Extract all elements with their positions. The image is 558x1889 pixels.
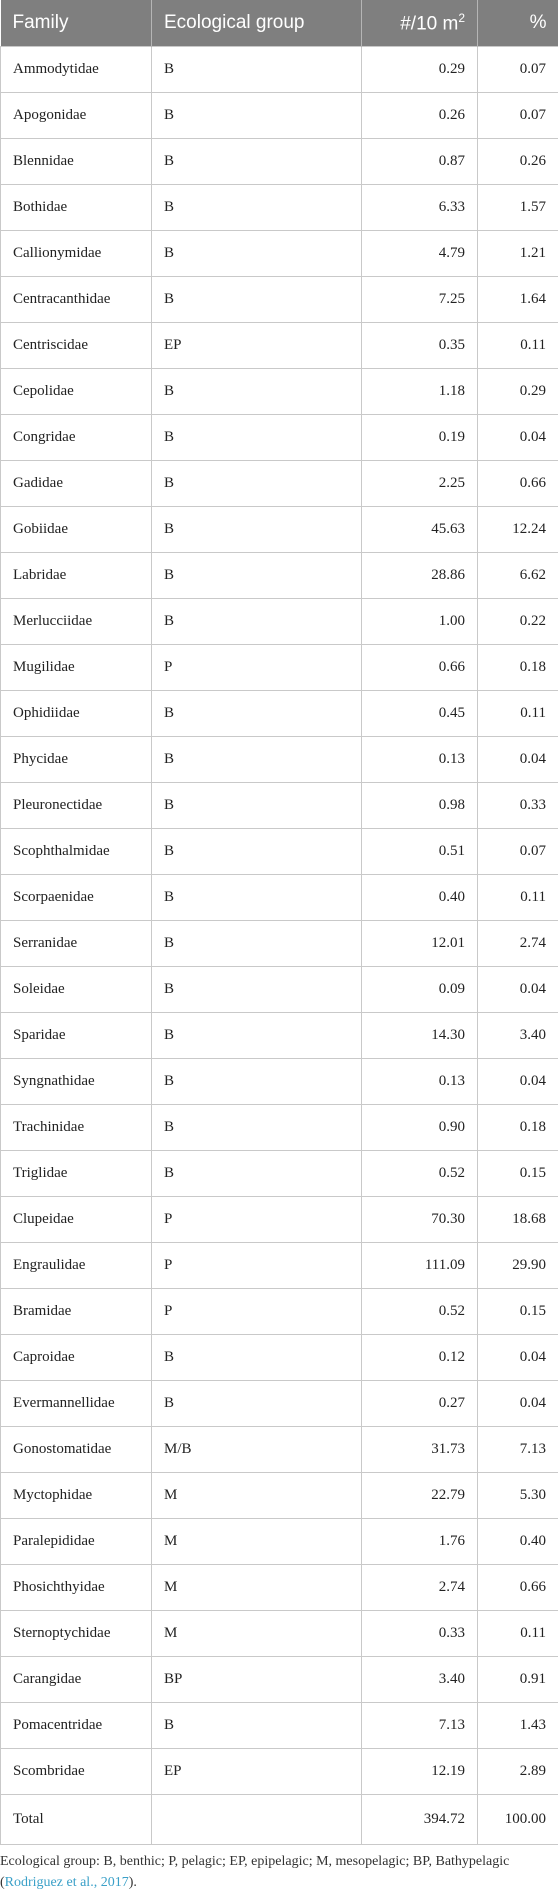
percent-cell: 0.66 [478, 460, 558, 506]
percent-cell: 0.91 [478, 1656, 558, 1702]
ecological-group-cell: B [152, 506, 362, 552]
family-cell: Labridae [1, 552, 152, 598]
family-cell: Paralepididae [1, 1518, 152, 1564]
family-cell: Carangidae [1, 1656, 152, 1702]
family-cell: Scombridae [1, 1748, 152, 1794]
family-cell: Gobiidae [1, 506, 152, 552]
header-ecological-group: Ecological group [152, 0, 362, 46]
table-row [1, 506, 558, 552]
table-row [1, 1242, 558, 1288]
table-row [1, 414, 558, 460]
table-row [1, 1748, 558, 1794]
table-row [1, 598, 558, 644]
percent-cell: 7.13 [478, 1426, 558, 1472]
ecological-group-cell: B [152, 368, 362, 414]
percent-cell: 0.04 [478, 1334, 558, 1380]
table-row [1, 1702, 558, 1748]
density-cell: 6.33 [362, 184, 478, 230]
header-density [362, 0, 478, 46]
percent-cell: 0.11 [478, 874, 558, 920]
ecological-group-cell: B [152, 690, 362, 736]
family-cell: Pomacentridae [1, 1702, 152, 1748]
density-cell: 0.45 [362, 690, 478, 736]
ecological-group-cell: B [152, 184, 362, 230]
density-cell: 0.33 [362, 1610, 478, 1656]
density-cell: 12.19 [362, 1748, 478, 1794]
ecological-group-cell: P [152, 1242, 362, 1288]
table-row [1, 460, 558, 506]
table-footnote [0, 1845, 558, 1889]
table-row [1, 736, 558, 782]
percent-cell: 1.57 [478, 184, 558, 230]
density-cell: 7.13 [362, 1702, 478, 1748]
ecological-group-cell: B [152, 966, 362, 1012]
family-cell: Apogonidae [1, 92, 152, 138]
total-density: 394.72 [362, 1794, 478, 1844]
percent-cell: 0.33 [478, 782, 558, 828]
percent-cell: 1.21 [478, 230, 558, 276]
family-cell: Blennidae [1, 138, 152, 184]
table-row [1, 1610, 558, 1656]
ecological-group-cell: B [152, 1702, 362, 1748]
family-cell: Centriscidae [1, 322, 152, 368]
ecological-group-cell: B [152, 1012, 362, 1058]
table-body [1, 46, 558, 1844]
table-row [1, 828, 558, 874]
percent-cell: 2.89 [478, 1748, 558, 1794]
family-cell: Sparidae [1, 1012, 152, 1058]
table-row [1, 552, 558, 598]
density-cell: 0.66 [362, 644, 478, 690]
family-cell: Triglidae [1, 1150, 152, 1196]
family-cell: Scorpaenidae [1, 874, 152, 920]
table-row [1, 966, 558, 1012]
density-cell: 1.18 [362, 368, 478, 414]
family-cell: Phosichthyidae [1, 1564, 152, 1610]
percent-cell: 0.04 [478, 414, 558, 460]
density-cell: 1.76 [362, 1518, 478, 1564]
density-cell: 0.52 [362, 1288, 478, 1334]
ecological-group-cell: B [152, 736, 362, 782]
table-row [1, 1426, 558, 1472]
table-row [1, 1150, 558, 1196]
family-cell: Bramidae [1, 1288, 152, 1334]
header-row [1, 0, 558, 46]
ecological-group-cell: M [152, 1564, 362, 1610]
table-row [1, 1288, 558, 1334]
ecological-group-cell: B [152, 1104, 362, 1150]
table-row [1, 920, 558, 966]
density-cell: 0.87 [362, 138, 478, 184]
percent-cell: 12.24 [478, 506, 558, 552]
density-cell: 0.51 [362, 828, 478, 874]
density-cell: 14.30 [362, 1012, 478, 1058]
family-cell: Phycidae [1, 736, 152, 782]
family-cell: Callionymidae [1, 230, 152, 276]
ecological-group-cell: B [152, 828, 362, 874]
percent-cell: 0.66 [478, 1564, 558, 1610]
footnote-text: Ecological group: B, benthic; P, pelagic; EP, epipelagic; M, mesopelagic; BP, Bathypelagic ( [0, 1853, 510, 1889]
ecological-group-cell: M [152, 1472, 362, 1518]
family-cell: Cepolidae [1, 368, 152, 414]
ecological-group-cell: B [152, 414, 362, 460]
total-row [1, 1794, 558, 1844]
density-cell: 28.86 [362, 552, 478, 598]
family-cell: Serranidae [1, 920, 152, 966]
density-cell: 0.13 [362, 1058, 478, 1104]
density-cell: 4.79 [362, 230, 478, 276]
table-header [1, 0, 558, 46]
ecological-group-cell: B [152, 1058, 362, 1104]
family-cell: Gadidae [1, 460, 152, 506]
density-cell: 0.13 [362, 736, 478, 782]
ecological-group-cell: B [152, 920, 362, 966]
density-cell: 0.90 [362, 1104, 478, 1150]
percent-cell: 0.26 [478, 138, 558, 184]
percent-cell: 0.07 [478, 92, 558, 138]
table-row [1, 1564, 558, 1610]
percent-cell: 0.04 [478, 1380, 558, 1426]
ecological-group-cell: M/B [152, 1426, 362, 1472]
percent-cell: 5.30 [478, 1472, 558, 1518]
table-row [1, 1058, 558, 1104]
table-row [1, 92, 558, 138]
density-cell: 111.09 [362, 1242, 478, 1288]
citation-link[interactable]: Rodriguez et al., 2017 [4, 1874, 129, 1889]
ecological-group-cell: B [152, 782, 362, 828]
family-cell: Centracanthidae [1, 276, 152, 322]
percent-cell: 1.43 [478, 1702, 558, 1748]
ecological-group-cell: B [152, 276, 362, 322]
percent-cell: 0.18 [478, 644, 558, 690]
percent-cell: 0.11 [478, 1610, 558, 1656]
ecological-group-cell: B [152, 460, 362, 506]
percent-cell: 0.40 [478, 1518, 558, 1564]
footnote-end: ). [128, 1874, 137, 1889]
total-percent: 100.00 [478, 1794, 558, 1844]
percent-cell: 0.15 [478, 1288, 558, 1334]
family-cell: Myctophidae [1, 1472, 152, 1518]
table-row [1, 276, 558, 322]
ecological-group-cell: B [152, 92, 362, 138]
density-cell: 0.19 [362, 414, 478, 460]
density-cell: 3.40 [362, 1656, 478, 1702]
percent-cell: 18.68 [478, 1196, 558, 1242]
family-cell: Bothidae [1, 184, 152, 230]
percent-cell: 0.18 [478, 1104, 558, 1150]
density-cell: 7.25 [362, 276, 478, 322]
ecological-group-cell: B [152, 46, 362, 92]
density-cell: 0.27 [362, 1380, 478, 1426]
density-cell: 0.09 [362, 966, 478, 1012]
ecological-group-cell: B [152, 1380, 362, 1426]
density-cell: 0.52 [362, 1150, 478, 1196]
density-cell: 0.98 [362, 782, 478, 828]
table-row [1, 184, 558, 230]
table-row [1, 1196, 558, 1242]
header-family: Family [1, 0, 152, 46]
ecological-group-cell: P [152, 1196, 362, 1242]
header-density-superscript: 2 [458, 10, 465, 25]
family-cell: Trachinidae [1, 1104, 152, 1150]
ecological-group-cell: EP [152, 322, 362, 368]
percent-cell: 0.07 [478, 828, 558, 874]
table-row [1, 1012, 558, 1058]
percent-cell: 0.22 [478, 598, 558, 644]
percent-cell: 0.29 [478, 368, 558, 414]
family-cell: Engraulidae [1, 1242, 152, 1288]
percent-cell: 0.04 [478, 1058, 558, 1104]
density-cell: 2.25 [362, 460, 478, 506]
family-cell: Scophthalmidae [1, 828, 152, 874]
ecological-group-cell: B [152, 1150, 362, 1196]
ecological-group-cell: B [152, 552, 362, 598]
percent-cell: 2.74 [478, 920, 558, 966]
table-row [1, 322, 558, 368]
density-cell: 0.40 [362, 874, 478, 920]
density-cell: 0.29 [362, 46, 478, 92]
ecological-group-cell: B [152, 874, 362, 920]
density-cell: 0.26 [362, 92, 478, 138]
total-group [152, 1794, 362, 1844]
table-row [1, 138, 558, 184]
percent-cell: 6.62 [478, 552, 558, 598]
percent-cell: 0.07 [478, 46, 558, 92]
table-row [1, 1518, 558, 1564]
table-row [1, 1472, 558, 1518]
ecological-group-cell: B [152, 138, 362, 184]
table-row [1, 1334, 558, 1380]
table-row [1, 644, 558, 690]
ecological-group-cell: BP [152, 1656, 362, 1702]
density-cell: 70.30 [362, 1196, 478, 1242]
ecological-group-cell: P [152, 1288, 362, 1334]
density-cell: 31.73 [362, 1426, 478, 1472]
family-cell: Syngnathidae [1, 1058, 152, 1104]
total-label: Total [1, 1794, 152, 1844]
family-cell: Congridae [1, 414, 152, 460]
ecological-group-cell: P [152, 644, 362, 690]
percent-cell: 0.11 [478, 690, 558, 736]
family-cell: Mugilidae [1, 644, 152, 690]
table-row [1, 690, 558, 736]
family-cell: Merlucciidae [1, 598, 152, 644]
family-cell: Ammodytidae [1, 46, 152, 92]
family-cell: Caproidae [1, 1334, 152, 1380]
percent-cell: 29.90 [478, 1242, 558, 1288]
table-row [1, 1104, 558, 1150]
density-cell: 2.74 [362, 1564, 478, 1610]
table-row [1, 368, 558, 414]
table-row [1, 46, 558, 92]
family-cell: Pleuronectidae [1, 782, 152, 828]
family-cell: Ophidiidae [1, 690, 152, 736]
percent-cell: 1.64 [478, 276, 558, 322]
percent-cell: 0.15 [478, 1150, 558, 1196]
percent-cell: 0.04 [478, 736, 558, 782]
family-cell: Evermannellidae [1, 1380, 152, 1426]
density-cell: 22.79 [362, 1472, 478, 1518]
density-cell: 0.12 [362, 1334, 478, 1380]
percent-cell: 3.40 [478, 1012, 558, 1058]
percent-cell: 0.11 [478, 322, 558, 368]
family-cell: Soleidae [1, 966, 152, 1012]
header-percent: % [478, 0, 558, 46]
ecological-group-cell: B [152, 1334, 362, 1380]
family-cell: Sternoptychidae [1, 1610, 152, 1656]
table-row [1, 1656, 558, 1702]
percent-cell: 0.04 [478, 966, 558, 1012]
ecological-group-cell: M [152, 1610, 362, 1656]
ecological-group-cell: B [152, 598, 362, 644]
family-cell: Clupeidae [1, 1196, 152, 1242]
density-cell: 45.63 [362, 506, 478, 552]
table-row [1, 230, 558, 276]
ecological-group-cell: EP [152, 1748, 362, 1794]
density-cell: 0.35 [362, 322, 478, 368]
density-cell: 12.01 [362, 920, 478, 966]
header-density-label: #/10 m [400, 12, 459, 34]
ecological-group-cell: B [152, 230, 362, 276]
ecological-group-cell: M [152, 1518, 362, 1564]
table-row [1, 1380, 558, 1426]
table-row [1, 782, 558, 828]
family-cell: Gonostomatidae [1, 1426, 152, 1472]
table-row [1, 874, 558, 920]
density-cell: 1.00 [362, 598, 478, 644]
